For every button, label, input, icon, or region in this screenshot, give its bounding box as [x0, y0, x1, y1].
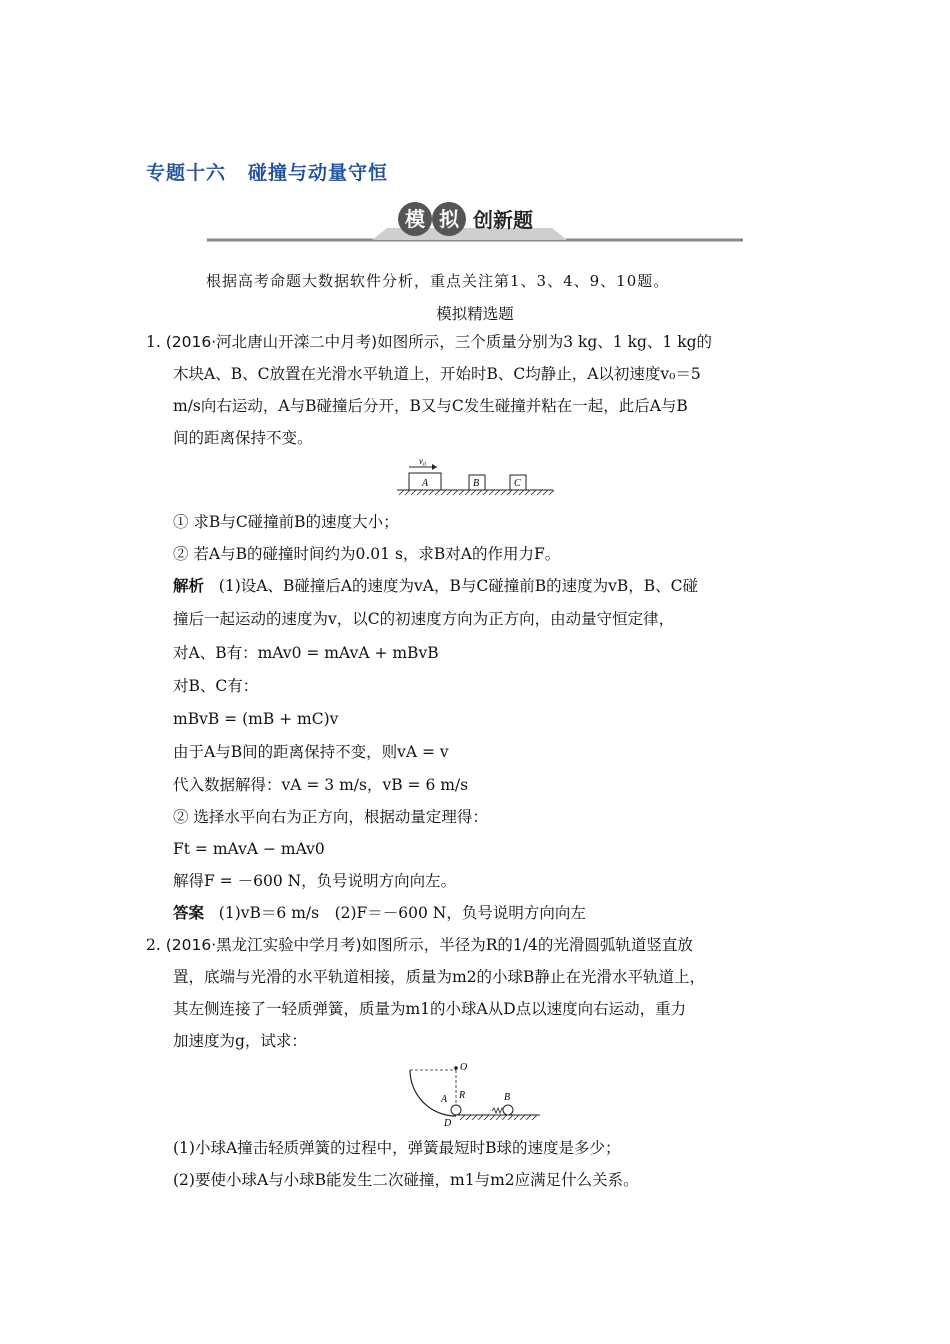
ground-hatch	[399, 490, 554, 495]
q1-figure	[395, 454, 555, 499]
q1-sub-1: ① 求B与C碰撞前B的速度大小；	[173, 513, 399, 531]
q1-solution-line-1	[173, 575, 698, 597]
ball-b	[503, 1105, 513, 1115]
q2-number: 2.	[146, 936, 161, 954]
section-banner	[207, 200, 743, 248]
q1-fig-b: B	[473, 478, 480, 489]
topic-title: 碰撞与动量守恒	[248, 162, 389, 184]
q1-sub-2: ② 若A与B的碰撞时间约为0.01 s，求B对A的作用力F。	[173, 545, 561, 563]
q1-stem-2: 木块A、B、C放置在光滑水平轨道上，开始时B、C均静止，A以初速度v₀＝5	[173, 365, 701, 383]
q1-sol-1: (1)设A、B碰撞后A的速度为vA，B与C碰撞前B的速度为vB，B、C碰	[218, 577, 699, 595]
q2-fig-d: D	[444, 1118, 452, 1129]
analysis-label: 解析	[173, 577, 205, 595]
q1-sol-7: 代入数据解得：vA = 3 m/s，vB = 6 m/s	[173, 776, 469, 794]
ground-hatch-2	[460, 1115, 537, 1120]
answer-label: 答案	[173, 904, 205, 922]
section-title: 模拟精选题	[436, 305, 514, 323]
badge-char-1: 模	[405, 207, 425, 231]
q2-fig-b: B	[504, 1092, 511, 1103]
q2-figure	[404, 1058, 544, 1130]
q1-fig-a: A	[422, 478, 429, 489]
badge-char-2: 拟	[439, 207, 459, 231]
q2-stem-4: 加速度为g，试求：	[173, 1032, 307, 1050]
q2-line-1	[146, 934, 693, 956]
q1-sol-2: 撞后一起运动的速度为v，以C的初速度方向为正方向，由动量守恒定律，	[173, 610, 675, 628]
q2-sub-1: (1)小球A撞击轻质弹簧的过程中，弹簧最短时B球的速度是多少；	[173, 1139, 621, 1157]
q1-sol-4: 对B、C有：	[173, 677, 259, 695]
topic-number: 专题十六	[146, 162, 227, 184]
q1-sol-6: 由于A与B间的距离保持不变，则vA = v	[173, 743, 449, 761]
q1-answer: (1)vB＝6 m/s (2)F＝－600 N，负号说明方向向左	[218, 904, 586, 922]
badge-suffix: 创新题	[473, 208, 533, 232]
arc-track	[410, 1070, 456, 1116]
spring	[492, 1108, 504, 1113]
q1-fig-c: C	[514, 478, 521, 489]
q2-stem-3: 其左侧连接了一轻质弹簧，质量为m1的小球A从D点以速度向右运动，重力	[173, 1000, 687, 1018]
q1-line-1	[146, 331, 712, 353]
q2-fig-r: R	[459, 1090, 466, 1101]
q2-source: (2016·黑龙江实验中学月考)	[165, 936, 362, 954]
intro-text: 根据高考命题大数据软件分析，重点关注第1、3、4、9、10题。	[206, 272, 670, 290]
q1-sol-5: mBvB = (mB + mC)v	[173, 710, 339, 728]
ball-a	[451, 1105, 461, 1115]
q1-sol-9: Ft = mAvA − mAv0	[173, 840, 325, 858]
q1-stem-3: m/s向右运动，A与B碰撞后分开，B又与C发生碰撞并粘在一起，此后A与B	[173, 397, 688, 415]
q2-sub-2: (2)要使小球A与小球B能发生二次碰撞，m1与m2应满足什么关系。	[173, 1171, 639, 1189]
q1-stem-4: 间的距离保持不变。	[173, 429, 313, 447]
q2-fig-o: O	[460, 1062, 468, 1073]
q2-stem-1: 如图所示，半径为R的1/4的光滑圆弧轨道竖直放	[361, 936, 693, 954]
q1-answer-line	[173, 902, 586, 924]
q1-sol-8: ② 选择水平向右为正方向，根据动量定理得：	[173, 808, 488, 826]
page-title	[146, 158, 388, 185]
q2-stem-2: 置，底端与光滑的水平轨道相接，质量为m2的小球B静止在光滑水平轨道上，	[173, 968, 705, 986]
q1-stem-1: 如图所示，三个质量分别为3 kg、1 kg、1 kg的	[377, 333, 713, 351]
q1-fig-v0: v₀	[419, 456, 427, 466]
q1-number: 1.	[146, 333, 161, 351]
point-o	[454, 1066, 458, 1070]
q1-sol-3: 对A、B有：mAv0 = mAvA + mBvB	[173, 644, 439, 662]
q2-fig-a: A	[441, 1094, 448, 1105]
q1-source: (2016·河北唐山开滦二中月考)	[165, 333, 378, 351]
q1-sol-10: 解得F = －600 N，负号说明方向向左。	[173, 872, 457, 890]
